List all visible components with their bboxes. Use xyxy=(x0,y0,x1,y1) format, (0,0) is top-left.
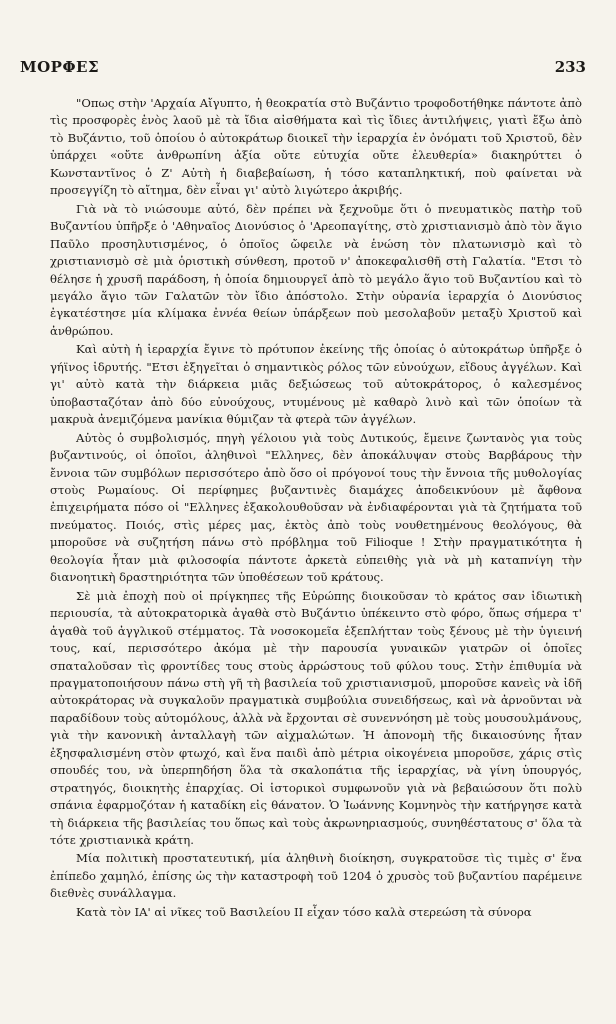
paragraph: Γιὰ νὰ τὸ νιώσουμε αὐτό, δὲν πρέπει νὰ ξεχνοῦμε ὅτι ὁ πνευματικὸς πατὴρ τοῦ Βυζαντίου ὑπῆρξε ὁ 'Αθηναῖος Διονύσιος ὁ 'Αρεοπαγίτης, στὸ χριστιανισμὸ ἀπὸ τὸν ἅγιο Παῦλο προσηλυτισμένος, ὁ ὁποῖος ὤφειλε νὰ ἑνώση τὸν πλατωνισμὸ καὶ τὸ χριστιανισμὸ σὲ μιὰ ὁριστικὴ σύνθεση, προτοῦ ν' ἀποκεφαλισθῆ στὴ Γαλατία. "Ετσι τὸ θέλησε ἡ χρυσῆ παράδοση, ἡ ὁποία δημιουργεῖ ἀπὸ τὸ μεγάλο ἅγιο τοῦ Βυζαντίου καὶ τὸ μεγάλο ἅγιο τῶν Γαλατῶν τὸν ἴδιο ἀπόστολο. Στὴν οὐρανία ἱεραρχία ὁ Διονύσιος ἐγκατέστησε μία κλίμακα ἐννέα θείων ὑπάρξεων ποὺ μεσολαβοῦν μεταξὺ Χριστοῦ καὶ ἀνθρώπου. xyxy=(50,201,582,338)
page-number: 233 xyxy=(554,58,586,76)
paragraph: Κατὰ τὸν ΙΑ' αἱ νῖκες τοῦ Βασιλείου ΙΙ εἶχαν τόσο καλὰ στερεώση τὰ σύνορα xyxy=(76,904,532,919)
paragraph: Αὐτὸς ὁ συμβολισμός, πηγὴ γέλοιου γιὰ τοὺς Δυτικούς, ἔμεινε ζωντανὸς για τοὺς βυζαντινούς, οἱ ὁποῖοι, ἀληθινοὶ "Ελληνες, δὲν ἀποκάλυψαν στοὺς Βαρβάρους τὴν ἔννοια τῶν συμβόλων περισσότερο ἀπὸ ὅσο οἱ πρόγονοί τους τὴν ἔννοια τῆς μυθολογίας στοὺς Ρωμαίους. Οἱ περίφημες βυζαντινὲς διαμάχες ἀποδεικνύουν μὲ ἄφθονα ἐπιχειρήματα πόσο οἱ "Ελληνες ἐξακολουθοῦσαν νὰ ἐνδιαφέρονται γιὰ τὰ ζητήματα τοῦ πνεύματος. Ποιός, στὶς μέρες μας, ἐκτὸς ἀπὸ τοὺς νουθετημένους θεολόγους, θὰ μποροῦσε νὰ συζητήση πάνω στὸ πρόβλημα τοῦ Filioque ! Στὴν πραγματικότητα ἡ θεολογία ἦταν μιὰ φιλοσοφία πάντοτε ἀρκετὰ εὐπειθὴς γιὰ νὰ μὴ καταπνίγη τὴν διανοητικὴ δραστηριότητα τῶν ὑποθέσεων τοῦ κράτους. xyxy=(50,430,582,585)
running-head-title: ΜΟΡΦΕΣ xyxy=(20,58,100,76)
paragraph: Μία πολιτικὴ προστατευτική, μία ἀληθινὴ διοίκηση, συγκρατοῦσε τὶς τιμὲς σ' ἕνα ἐπίπεδο χαμηλό, ἐπίσης ὡς τὴν καταστροφὴ τοῦ 1204 ὁ χρυσὸς τοῦ βυζαντίου παρέμεινε διεθνὲς συνάλλαγμα. xyxy=(50,851,582,901)
running-head xyxy=(20,58,586,76)
paragraph: Σὲ μιὰ ἐποχὴ ποὺ οἱ πρίγκηπες τῆς Εὐρώπης διοικοῦσαν τὸ κράτος σαν ἰδιωτικὴ περιουσία, τὰ αὐτοκρατορικὰ ἀγαθὰ στὸ Βυζάντιο ὑπέκειντο στὸ φόρο, ὅπως σήμερα τ' ἀγαθὰ τοῦ ἀγγλικοῦ στέμματος. Τὰ νοσοκομεῖα ἐξεπλήτταν τοὺς ξένους μὲ τὴν ὑγιεινή τους, καί, περισσότερο ἀκόμα μὲ τὴν παρουσία γυναικῶν γιατρῶν οἱ ὁποῖες σπαταλοῦσαν τὶς φροντίδες τους στοὺς ἀρρώστους τοῦ φύλου τους. Στὴν ἐπιθυμία νὰ πραγματοποιήσουν πάνω στὴ γῆ τὴ βασιλεία τοῦ χριστιανισμοῦ, μποροῦσε κανεὶς νὰ ἰδῆ αὐτοκράτορας νὰ συγκαλοῦν πραγματικὰ συμβούλια συνειδήσεως, καὶ νὰ ἀρνοῦνται νὰ παραδίδουν τοὺς αὐτομόλους, ἀλλὰ νὰ ἔρχονται σὲ συνεννόηση μὲ τοὺς μουσουλμάνους, γιὰ τὴν κανονικὴ ἀνταλλαγὴ τῶν αἰχμαλώτων. Ἡ ἀπονομὴ τῆς δικαιοσύνης ἦταν ἐξησφαλισμένη στὸν φτωχό, καὶ ἕνα παιδὶ ἀπὸ μέτρια οἰκογένεια μποροῦσε, χάρις στὶς σπουδές του, νὰ ὑπερπηδήση ὅλα τὰ σκαλοπάτια τῆς ἱεραρχίας, νὰ γίνη ὑπουργός, στρατηγός, διοικητὴς ἐπαρχίας. Οἱ ἱστορικοὶ συμφωνοῦν γιὰ νὰ βεβαιώσουν ὅτι πολὺ σπάνια ἐφαρμοζόταν ἡ καταδίκη εἰς θάνατον. Ὁ Ἰωάννης Κομνηνὸς τὴν κατήργησε κατὰ τὴ διάρκεια τῆς βασιλείας του ὅπως καὶ τοὺς ἀκρωνηριασμούς, συνηθέστατους σ' ὅλα τὰ τότε χριστιανικὰ κράτη. xyxy=(50,588,582,848)
paragraph: Καὶ αὐτὴ ἡ ἱεραρχία ἔγινε τὸ πρότυπον ἐκείνης τῆς ὁποίας ὁ αὐτοκράτωρ ὑπῆρξε ὁ γήϊνος ἱδρυτής. "Ετσι ἐξηγεῖται ὁ σημαντικὸς ρόλος τῶν εὐνούχων, εἴδους ἀγγέλων. Καὶ γι' αὐτὸ κατὰ τὴν διάρκεια μιᾶς δεξιώσεως τοῦ αὐτοκράτορος, ὁ καλεσμένος ὑποβασταζόταν ἀπὸ δύο εὐνούχους, ντυμένους μὲ καθαρὸ λινὸ καὶ τῶν ὁποίων τὰ μακρυὰ ἀνεμιζόμενα μανίκια θύμιζαν τὰ φτερὰ τῶν ἀγγέλων. xyxy=(50,342,582,427)
body-text xyxy=(50,95,582,921)
paragraph: "Οπως στὴν 'Αρχαία Αἴγυπτο, ἡ θεοκρατία στὸ Βυζάντιο τροφοδοτήθηκε πάντοτε ἀπὸ τὶς προσφορὲς ἑνὸς λαοῦ μὲ τὰ ἴδια αἰσθήματα καὶ τὶς ἴδιες ἀντιλήψεις, γιατὶ ἔξω ἀπὸ τὸ Βυζάντιο, τοῦ ὁποίου ὁ αὐτοκράτωρ διοικεῖ τὴν ἱεραρχία ἐν ὀνόματι τοῦ Χριστοῦ, δὲν ὑπάρχει «οὔτε ἀνθρωπίνη ἀξία οὔτε εὐτυχία οὔτε ἐλευθερία» διακηρύττει ὁ Κωνσταντῖνος ὁ Ζ' Αὐτὴ ἡ διαβεβαίωση, ἡ τόσο καταπληκτική, ποὺ φαίνεται νὰ προσεγγίζη τὸ αἴτημα, δὲν εἶναι γι' αὐτὸ λιγώτερο ἀκριβής. xyxy=(50,96,582,198)
